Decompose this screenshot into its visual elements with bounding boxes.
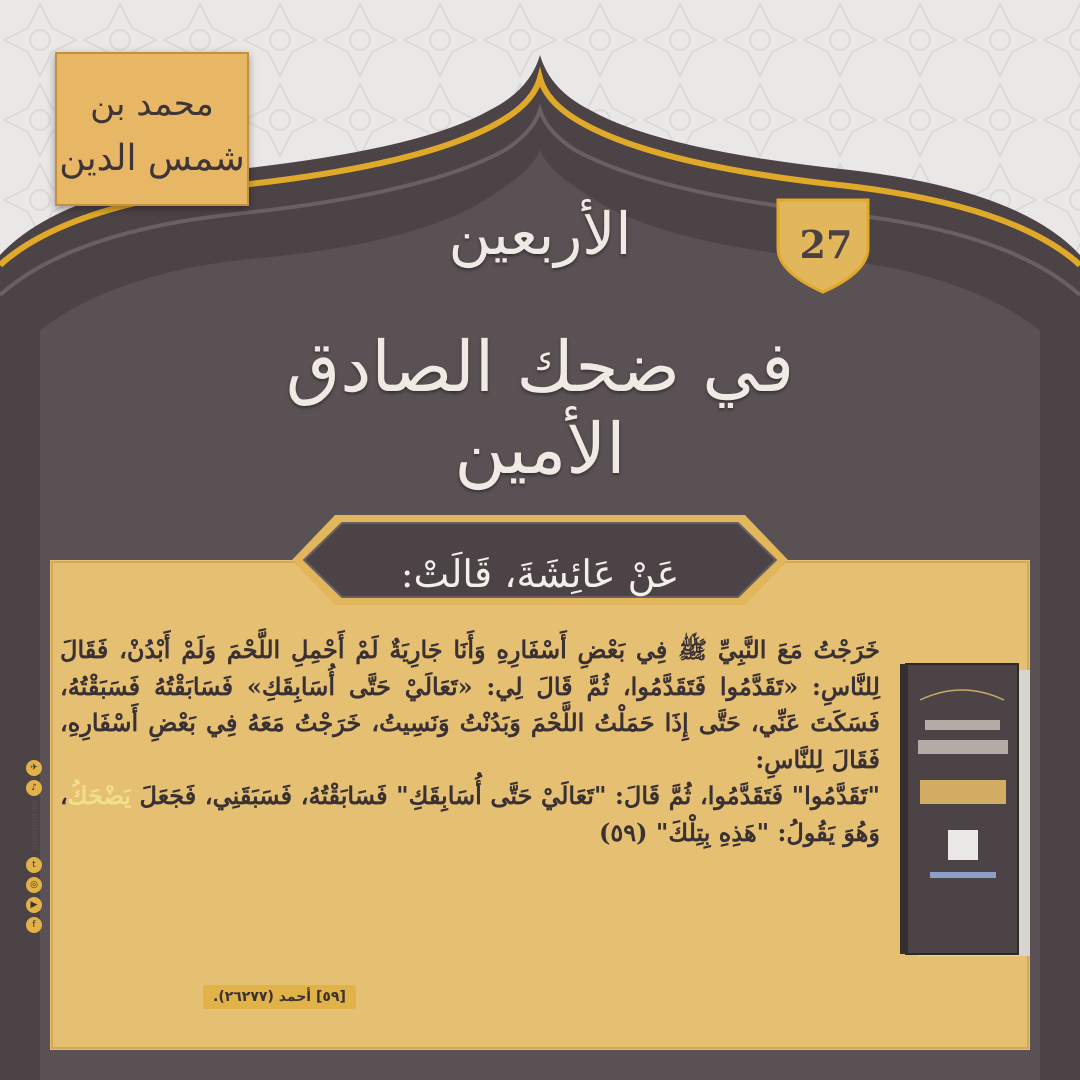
instagram-icon[interactable]: ◎ (26, 877, 42, 893)
facebook-icon[interactable]: f (26, 917, 42, 933)
hadith-text-part-a: "تَقَدَّمُوا" فَتَقَدَّمُوا، ثُمَّ قَالَ: "تَعَالَيْ حَتَّى أُسَابِقَكِ" فَسَابَقْتُهُ، فَسَبَقَنِي، فَجَعَلَ (130, 781, 881, 810)
book-cover-image (900, 660, 1030, 960)
telegram-icon[interactable]: ✈ (26, 760, 42, 776)
narrator-heading: عَنْ عَائِشَةَ، قَالَتْ: (400, 552, 680, 596)
author-logo (55, 52, 249, 206)
title-line-1: الأربعين (448, 200, 632, 268)
hadith-text-part-b: ، وَهُوَ يَقُولُ: "هَذِهِ بِتِلْكَ" (٥٩) (60, 781, 880, 847)
social-handle: @mshmsdin (29, 800, 39, 850)
tiktok-icon[interactable]: ♪ (26, 780, 42, 796)
reference-badge: [٥٩] أحمد (٢٦٢٧٧). (203, 985, 356, 1009)
social-bar (24, 760, 44, 937)
logo-line-2: شمس الدين (59, 138, 245, 179)
highlighted-word: يَضْحَكُ (67, 781, 131, 810)
hadith-paragraph-1: خَرَجْتُ مَعَ النَّبِيِّ ﷺ فِي بَعْضِ أَسْفَارِهِ وَأَنَا جَارِيَةٌ لَمْ أَحْمِلِ اللَّحْمَ وَلَمْ أَبْدُنْ، فَقَالَ لِلنَّاسِ: «تَقَدَّمُوا فَتَقَدَّمُوا، ثُمَّ قَالَ لِي: «تَعَالَيْ حَتَّى أُسَابِقَكِ» فَسَابَقْتُهُ فَسَبَقْتُهُ، فَسَكَتَ عَنِّي، حَتَّى إِذَا حَمَلْتُ اللَّحْمَ وَبَدُنْتُ وَنَسِيتُ، خَرَجْتُ مَعَهُ فِي بَعْضِ أَسْفَارِهِ، فَقَالَ لِلنَّاسِ: (60, 635, 880, 774)
title-line-2: في ضحك الصادق الأمين (285, 326, 795, 490)
logo-line-1: محمد بن (90, 84, 214, 124)
twitter-icon[interactable]: t (26, 857, 42, 873)
hadith-paragraph-2 (60, 778, 880, 851)
hadith-text (60, 632, 880, 851)
hadith-number: 27 (799, 222, 853, 267)
youtube-icon[interactable]: ▶ (26, 897, 42, 913)
